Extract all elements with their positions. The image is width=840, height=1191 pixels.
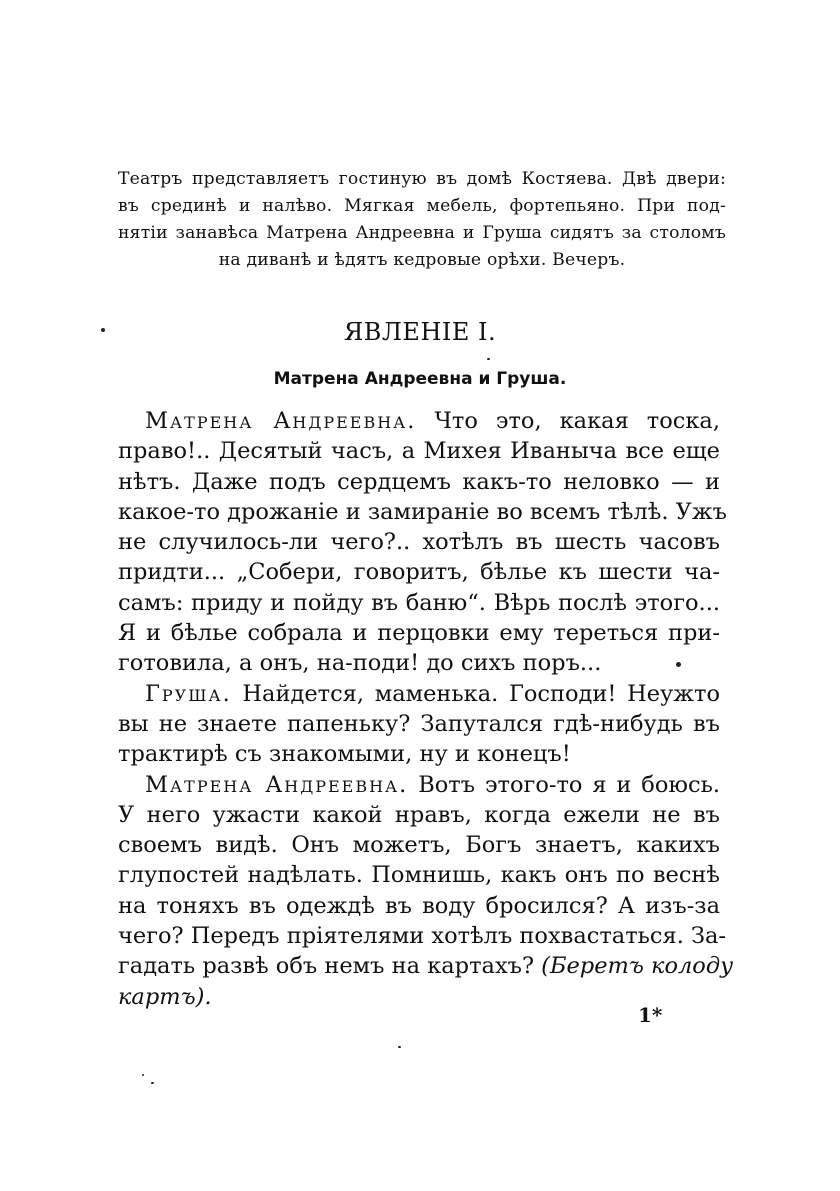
speech-line: Я и бѣлье собрала и перцовки ему тереться при-	[118, 620, 720, 647]
speech-line: придти... „Собери, говоритъ, бѣлье къ шести ча-	[118, 559, 720, 586]
italic-stage-direction: (Беретъ колоду	[541, 953, 734, 980]
speaker-name: Груша.	[145, 680, 232, 707]
speech-first-line	[118, 770, 720, 800]
speech-line	[118, 951, 734, 981]
speaker-name: Матрена Андреевна.	[145, 771, 409, 798]
speech-line: У него ужасти какой нравъ, когда ежели не въ	[118, 801, 720, 828]
speech-text: Вотъ этого-то я и боюсь.	[408, 771, 720, 798]
stage-direction-line: въ срединѣ и налѣво. Мягкая мебель, фортепьяно. При под-	[118, 196, 726, 216]
speech-line: какое-то дрожаніе и замираніе во всемъ тѣлѣ. Ужъ	[118, 498, 727, 525]
speech-text: Найдется, маменька. Господи! Неужто	[231, 680, 720, 707]
stage-direction-line: на диванѣ и ѣдятъ кедровые орѣхи. Вечеръ.	[218, 250, 626, 270]
speech-first-line	[118, 679, 720, 709]
print-speck	[398, 1046, 401, 1048]
speech-line: право!.. Десятый часъ, а Михея Иваныча все еще	[118, 438, 720, 465]
stage-direction-line: Театръ представляетъ гостиную въ домѣ Костяева. Двѣ двери:	[118, 169, 726, 189]
stage-direction	[118, 166, 726, 274]
speech-line: не случилось-ли чего?.. хотѣлъ въ шесть часовъ	[118, 529, 720, 556]
print-speck	[487, 358, 490, 360]
speech-line: чего? Передъ пріятелями хотѣлъ похвастаться. За-	[118, 923, 727, 950]
scene-title: ЯВЛЕНІЕ I.	[343, 318, 497, 346]
speech-line: самъ: приду и пойду въ баню“. Вѣрь послѣ этого...	[118, 589, 720, 616]
speaker-name: Матрена Андреевна.	[145, 408, 417, 434]
speech-line: готовила, а онъ, на-поди! до сихъ поръ...	[118, 650, 602, 677]
print-speck	[151, 1082, 154, 1084]
speech-line: на тоняхъ въ одеждѣ въ воду бросился? А изъ-за	[118, 892, 720, 919]
print-speck	[142, 1074, 144, 1076]
speech-text: Что это, какая тоска,	[416, 408, 720, 434]
page-number: 1*	[638, 1003, 663, 1027]
italic-stage-direction: картъ).	[118, 983, 212, 1010]
speech-text: гадать развѣ объ немъ на картахъ?	[118, 953, 542, 980]
stage-direction-line: нятіи занавѣса Матрена Андреевна и Груша сидятъ за столомъ	[118, 223, 726, 243]
print-speck	[101, 328, 105, 332]
speech-line: вы не знаете папеньку? Запутался гдѣ-нибудь въ	[118, 710, 720, 737]
characters-heading: Матрена Андреевна и Груша.	[273, 369, 567, 389]
print-speck	[676, 662, 681, 667]
speech-first-line	[118, 406, 720, 436]
speech-line: глупостей надѣлать. Помнишь, какъ онъ по веснѣ	[118, 862, 720, 889]
speech-line: нѣтъ. Даже подъ сердцемъ какъ-то неловко — и	[118, 468, 720, 495]
speech-line: трактирѣ съ знакомыми, ну и конецъ!	[118, 741, 571, 768]
dialogue-body	[118, 406, 734, 1012]
speech-line: своемъ видѣ. Онъ можетъ, Богъ знаетъ, какихъ	[118, 832, 720, 859]
